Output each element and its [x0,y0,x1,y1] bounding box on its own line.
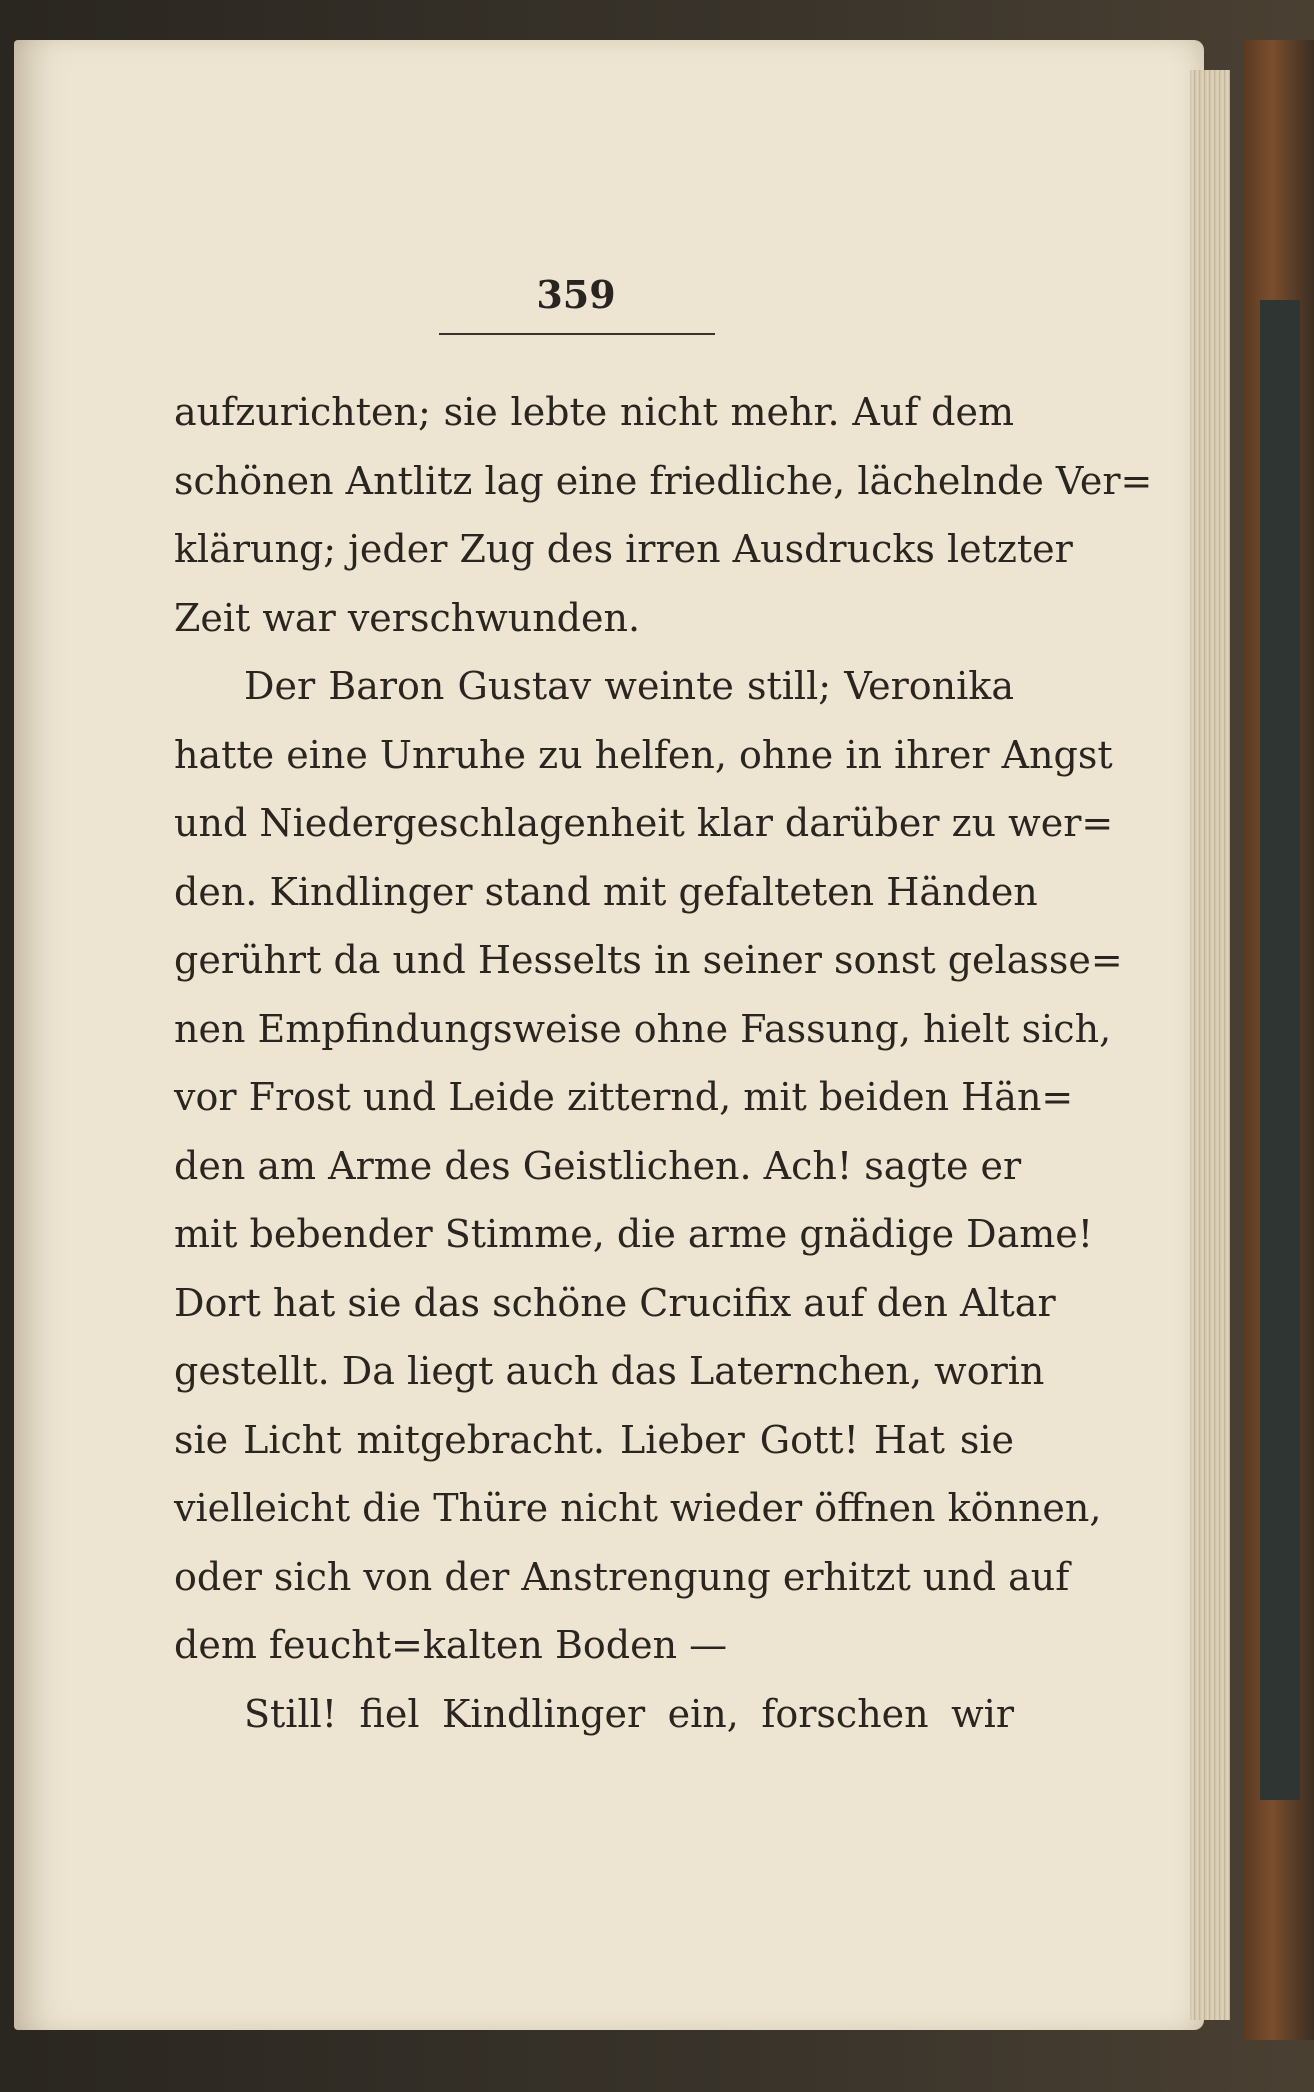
text-line: schönen Antlitz lag eine friedliche, lächelnde Ver= [174,458,1153,503]
text-line: Zeit war verschwunden. [174,595,641,640]
text-line: klärung; jeder Zug des irren Ausdrucks letzter [174,527,1073,571]
page-edges [1190,70,1230,2020]
text-line: dem feucht=kalten Boden — [174,1623,728,1667]
text-line: vor Frost und Leide zitternd, mit beiden Hän= [174,1075,1074,1119]
book-spine-strip [1260,300,1300,1800]
text-line: sie Licht mitgebracht. Lieber Gott! Hat sie [174,1417,1014,1462]
page-number: 359 [536,272,616,317]
text-line: aufzurichten; sie lebte nicht mehr. Auf dem [174,390,1014,434]
text-line: und Niedergeschlagenheit klar darüber zu wer= [174,801,1114,845]
book-page [14,40,1204,2030]
text-line: Der Baron Gustav weinte still; Veronika [244,664,1014,708]
text-line: nen Empfindungsweise ohne Fassung, hielt sich, [174,1006,1112,1051]
text-line: den am Arme des Geistlichen. Ach! sagte er [174,1143,1022,1188]
text-line: hatte eine Unruhe zu helfen, ohne in ihrer Angst [174,732,1113,777]
text-line: den. Kindlinger stand mit gefalteten Händen [174,869,1038,914]
text-line: Dort hat sie das schöne Crucifix auf den Altar [174,1280,1056,1325]
body-text [174,378,1153,1748]
header-rule [439,333,715,335]
text-line: vielleicht die Thüre nicht wieder öffnen können, [174,1486,1102,1530]
text-line: gerührt da und Hesselts in seiner sonst gelasse= [174,938,1123,982]
text-line: Still! fiel Kindlinger ein, forschen wir [244,1691,1014,1736]
text-line: mit bebender Stimme, die arme gnädige Dame! [174,1212,1094,1256]
text-line: gestellt. Da liegt auch das Laternchen, worin [174,1349,1045,1393]
text-line: oder sich von der Anstrengung erhitzt und auf [174,1554,1070,1599]
